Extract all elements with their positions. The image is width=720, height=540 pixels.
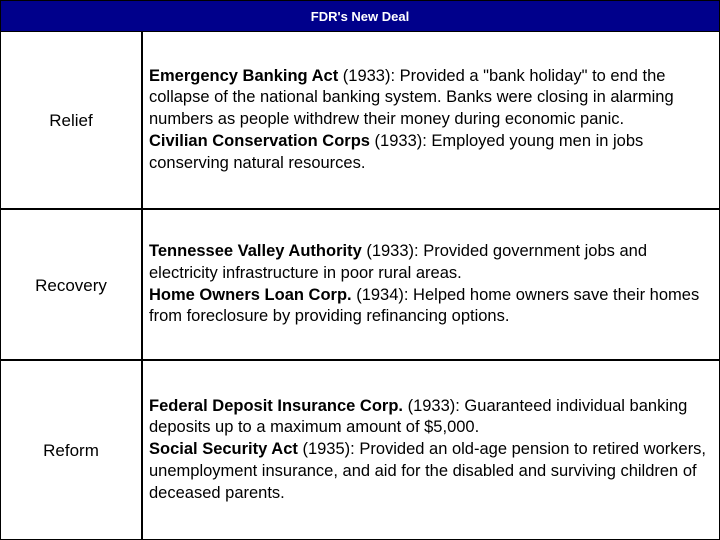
program-name: Federal Deposit Insurance Corp. [149,396,403,415]
program-description: (1933): Provided a "bank holiday" to end the collapse of the national banking system. Banks were closing in alarming numbers as people withdrew their money during economic panic. [149,66,674,129]
table-row-relief [0,32,720,210]
row-label: Reform [43,441,99,460]
row-label-cell [0,32,143,210]
program-entry [149,439,713,504]
row-label-cell [0,210,143,361]
program-name: Home Owners Loan Corp. [149,285,352,304]
program-entry [149,285,713,328]
program-name: Civilian Conservation Corps [149,131,370,150]
program-entry [149,241,713,284]
row-label-cell [0,361,143,540]
program-description: (1935): Provided an old-age pension to retired workers, unemployment insurance, and aid for the disabled and surviving children of deceased parents. [149,440,707,502]
row-label: Relief [49,111,93,130]
program-description: (1933): Employed young men in jobs conserving natural resources. [149,131,644,172]
program-name: Emergency Banking Act [149,66,339,85]
row-content-cell [143,361,720,540]
program-name: Tennessee Valley Authority [149,242,362,261]
table-title [0,0,720,32]
row-content-cell [143,32,720,210]
program-description: (1933): Provided government jobs and electricity infrastructure in poor rural areas. [149,242,648,282]
table-title-text: FDR's New Deal [310,8,410,24]
program-description: (1934): Helped home owners save their homes from foreclosure by providing refinancing options. [149,285,700,326]
program-entry [149,396,713,439]
program-entry [149,66,713,131]
program-entry [149,131,713,174]
program-name: Social Security Act [149,440,298,459]
row-label: Recovery [35,275,107,295]
table-row-recovery [0,210,720,361]
table-row-reform [0,361,720,540]
program-description: (1933): Guaranteed individual banking deposits up to a maximum amount of $5,000. [149,396,688,437]
row-content-cell [143,210,720,361]
